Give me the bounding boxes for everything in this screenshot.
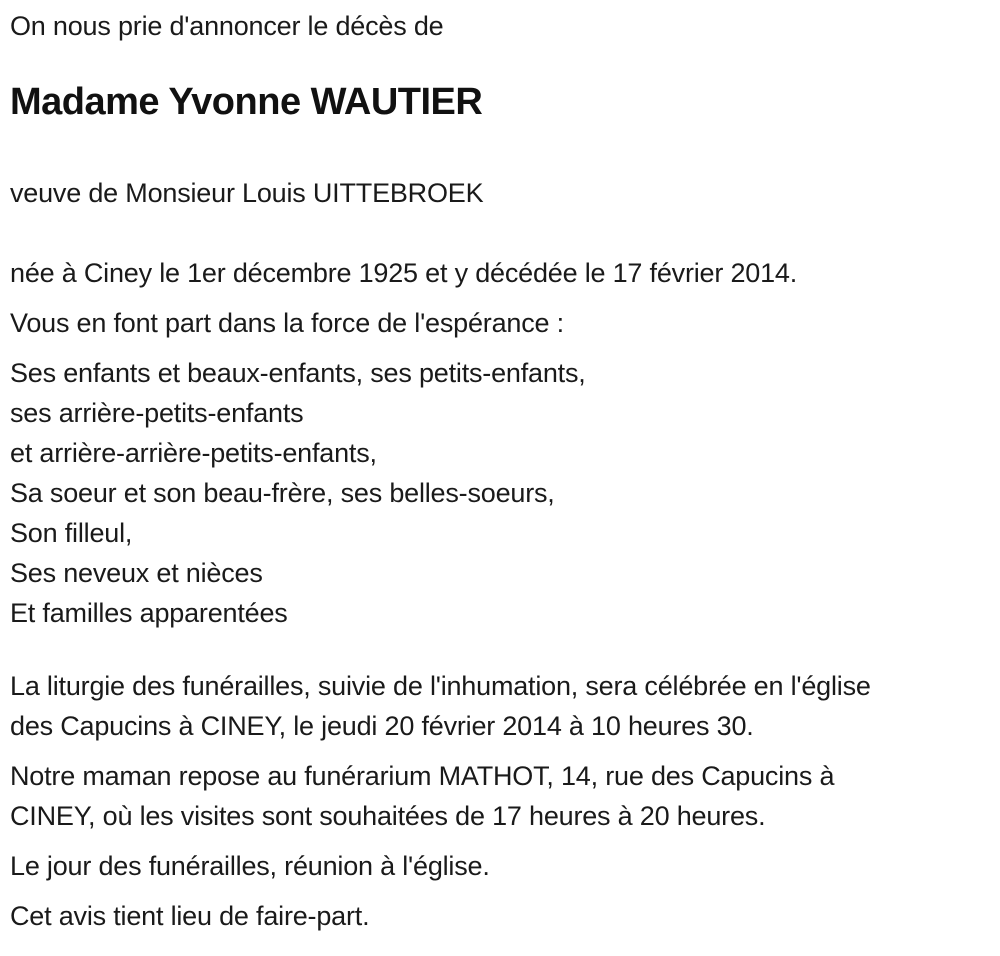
closing-line: Cet avis tient lieu de faire-part.	[10, 901, 370, 931]
deceased-name: Madame Yvonne WAUTIER	[10, 81, 483, 123]
repose-line-2: CINEY, où les visites sont souhaitées de 17 heures à 20 heures.	[10, 801, 766, 831]
announced-by-intro: Vous en font part dans la force de l'espérance :	[10, 308, 564, 338]
funeral-day-note: Le jour des funérailles, réunion à l'église.	[10, 851, 490, 881]
family-list-item: Sa soeur et son beau-frère, ses belles-soeurs,	[10, 478, 555, 508]
family-list-item: et arrière-arrière-petits-enfants,	[10, 438, 377, 468]
repose-line-1: Notre maman repose au funérarium MATHOT, 14, rue des Capucins à	[10, 761, 835, 791]
family-list-item: Et familles apparentées	[10, 598, 288, 628]
relation-line: veuve de Monsieur Louis UITTEBROEK	[10, 178, 484, 208]
ceremony-line-1: La liturgie des funérailles, suivie de l'inhumation, sera célébrée en l'église	[10, 671, 871, 701]
family-list-item: Son filleul,	[10, 518, 133, 548]
family-list-item: Ses enfants et beaux-enfants, ses petits-enfants,	[10, 358, 586, 388]
ceremony-line-2: des Capucins à CINEY, le jeudi 20 février 2014 à 10 heures 30.	[10, 711, 754, 741]
family-list-item: ses arrière-petits-enfants	[10, 398, 304, 428]
announcement-intro: On nous prie d'annoncer le décès de	[10, 11, 444, 41]
family-list-item: Ses neveux et nièces	[10, 558, 263, 588]
life-dates-line: née à Ciney le 1er décembre 1925 et y décédée le 17 février 2014.	[10, 258, 798, 288]
family-list	[10, 353, 586, 633]
